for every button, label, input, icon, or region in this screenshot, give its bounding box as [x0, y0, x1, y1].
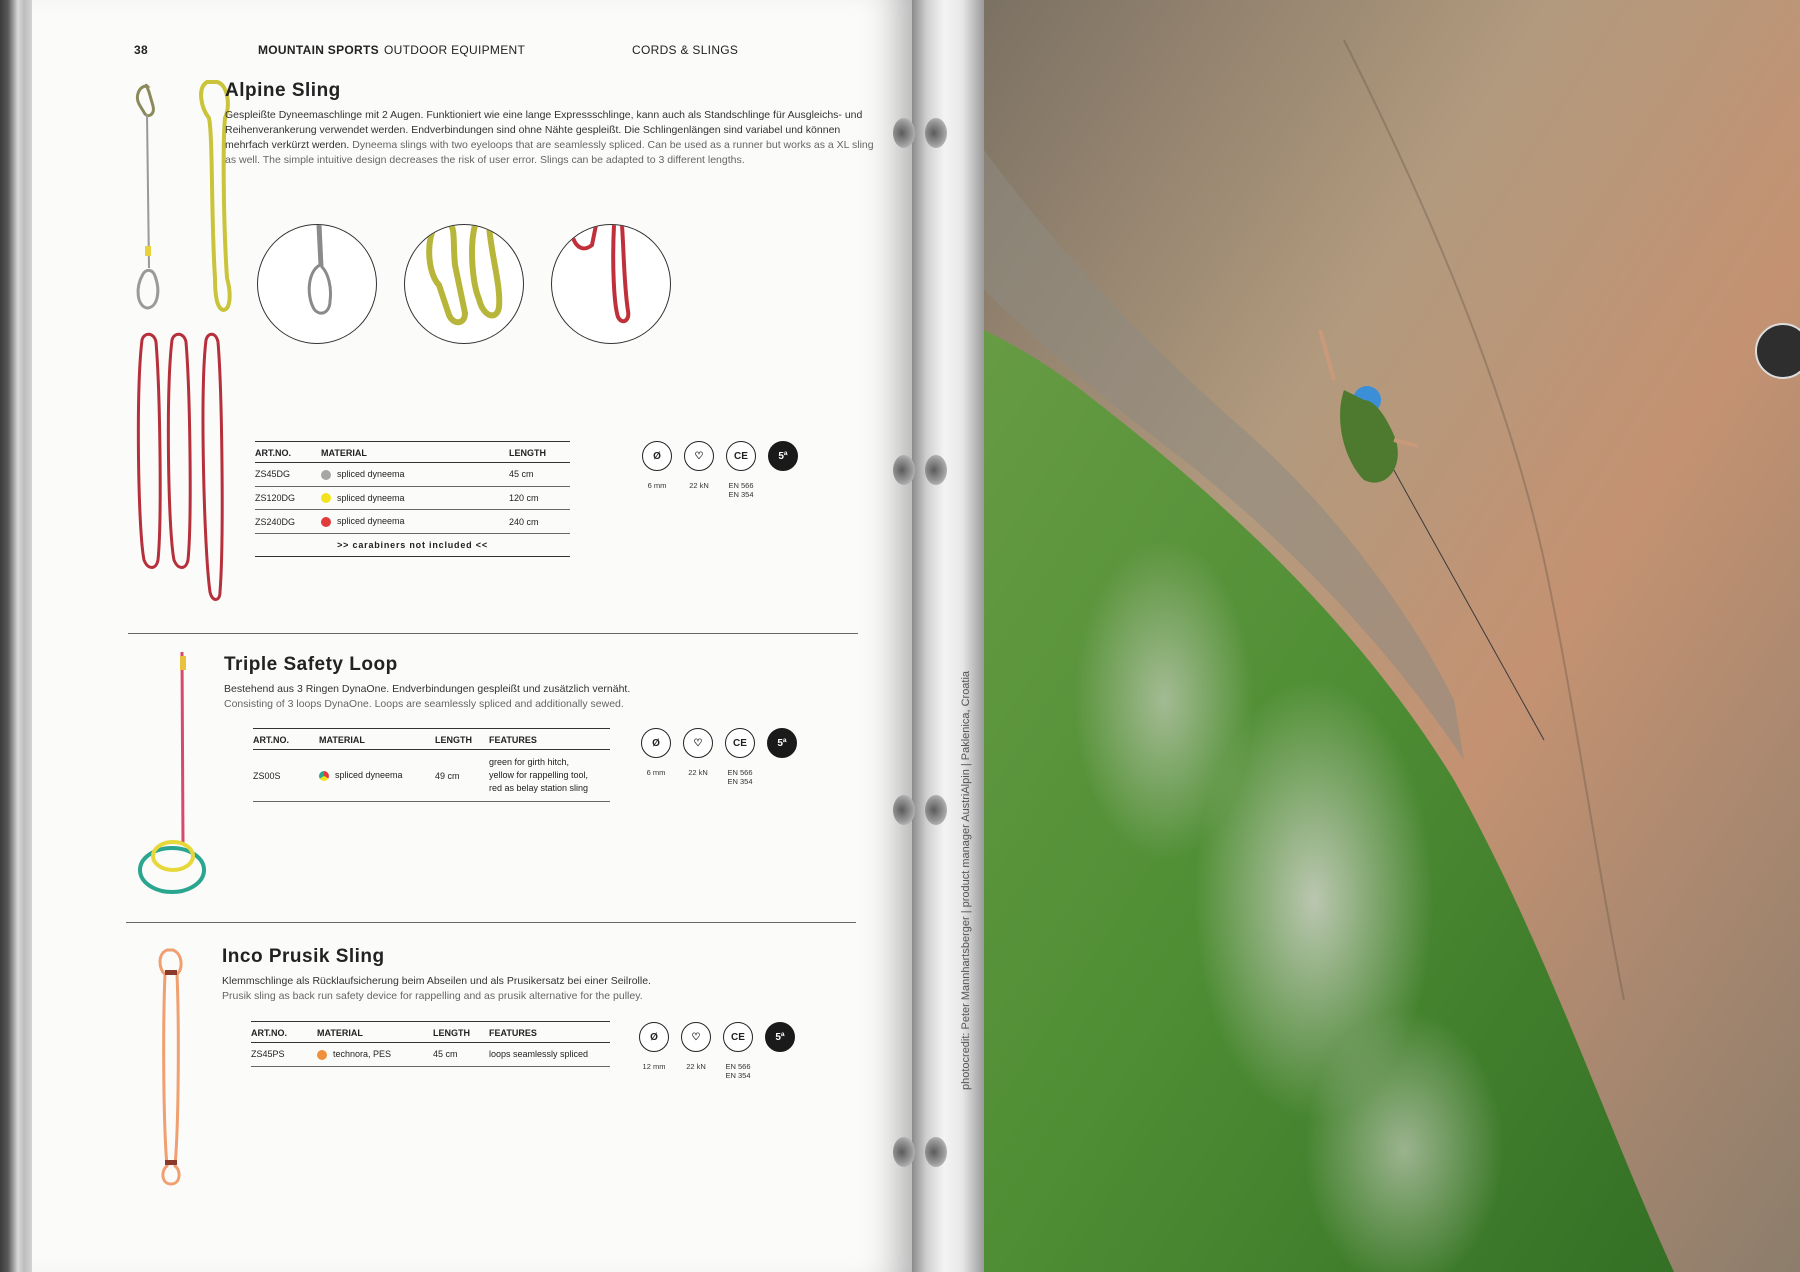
- alpine-sling-desc-de: Gespleißte Dyneemaschlinge mit 2 Augen. Funktioniert wie eine lange Expressschlinge, kann auch als Standschlinge für Ausgleichs- und Reihenverankerung verwendet werden. Endverbindungen sind ohne Nähte gespleißt. Die Schlingenlängen sind variabel und können mehrfach verkürzt werden.: [225, 109, 863, 151]
- header-category: CORDS & SLINGS: [632, 43, 739, 57]
- diameter-icon: Ø: [639, 1022, 669, 1052]
- alpine-sling-description: [225, 108, 885, 168]
- material: spliced dyneema: [335, 770, 403, 781]
- table-note-row: [255, 533, 570, 556]
- warranty-badge-icon: 5ª: [767, 728, 797, 758]
- ce-mark-icon: CE: [726, 441, 756, 471]
- diameter-icon: Ø: [641, 728, 671, 758]
- alpine-sling-title: Alpine Sling: [225, 80, 341, 101]
- inco-prusik-sling-description: [222, 974, 862, 1004]
- binder-hole: [925, 455, 947, 485]
- color-dot-icon: [321, 493, 331, 503]
- diameter-label: 6 mm: [646, 768, 666, 777]
- diameter-label: 12 mm: [642, 1062, 666, 1071]
- photo-credit: photocredit: Peter Mannhartsberger | product manager AustriAlpin | Paklenica, Croatia: [960, 670, 972, 1090]
- detail-yellow-loops-circle: [404, 224, 524, 344]
- detail-red-loop-circle: [551, 224, 671, 344]
- length: 49 cm: [435, 750, 489, 802]
- warranty-badge-icon: 5ª: [765, 1022, 795, 1052]
- col-length: LENGTH: [435, 729, 489, 750]
- col-art-no: ART.NO.: [251, 1022, 317, 1043]
- strength-icon: ♡: [681, 1022, 711, 1052]
- table-row: [251, 1043, 610, 1067]
- features: loops seamlessly spliced: [489, 1043, 610, 1067]
- length: 45 cm: [433, 1043, 489, 1067]
- alpine-sling-product-image: [127, 78, 237, 318]
- binder-hole: [893, 118, 915, 148]
- length: 45 cm: [509, 463, 570, 487]
- carabiners-note: >> carabiners not included <<: [255, 533, 570, 556]
- table-row: [253, 750, 610, 802]
- table-row: [255, 463, 570, 487]
- strength-label: 22 kN: [688, 768, 708, 777]
- standard-label: EN 566 EN 354: [728, 481, 754, 499]
- detail-carabiner-circle: [257, 224, 377, 344]
- col-material: MATERIAL: [317, 1022, 433, 1043]
- diameter-icon: Ø: [642, 441, 672, 471]
- standard-label: EN 566 EN 354: [727, 768, 753, 786]
- material: spliced dyneema: [337, 516, 405, 527]
- col-length: LENGTH: [509, 442, 570, 463]
- length: 240 cm: [509, 510, 570, 534]
- alpine-sling-spec-table: [255, 441, 570, 557]
- alpine-sling-desc-en: Dyneema slings with two eyeloops that are seamlessly spliced. Can be used as a runner but works as a XL sling as well. The simple intuitive design decreases the risk of user error. Slings can be adapted to 3 different lengths.: [225, 139, 874, 166]
- color-dot-icon: [321, 517, 331, 527]
- binder-hole: [893, 1137, 915, 1167]
- color-dot-icon: [321, 470, 331, 480]
- binder-hole: [925, 795, 947, 825]
- inco-prusik-desc-en: Prusik sling as back run safety device for rappelling and as prusik alternative for the pulley.: [222, 990, 643, 1002]
- triple-safety-loop-image: [127, 648, 237, 908]
- art-number: ZS120DG: [255, 486, 321, 510]
- strength-icon: ♡: [683, 728, 713, 758]
- strength-icon: ♡: [684, 441, 714, 471]
- diameter-label: 6 mm: [647, 481, 667, 490]
- art-number: ZS45PS: [251, 1043, 317, 1067]
- inco-prusik-spec-table: [251, 1021, 610, 1067]
- book-gutter: [912, 0, 984, 1272]
- color-dot-icon: [317, 1050, 327, 1060]
- col-material: MATERIAL: [321, 442, 509, 463]
- features: green for girth hitch, yellow for rappelling tool, red as belay station sling: [489, 750, 610, 802]
- triple-safety-loop-spec-table: [253, 728, 610, 802]
- inco-prusik-desc-de: Klemmschlinge als Rücklaufsicherung beim Abseilen und als Prusikersatz bei einer Seilrolle.: [222, 975, 651, 987]
- page-number: 38: [134, 43, 148, 57]
- ce-mark-icon: CE: [723, 1022, 753, 1052]
- strength-label: 22 kN: [689, 481, 709, 490]
- triple-safety-loop-desc-de: Bestehend aus 3 Ringen DynaOne. Endverbindungen gespleißt und zusätzlich vernäht.: [224, 683, 631, 695]
- binder-hole: [925, 118, 947, 148]
- section-divider: [128, 633, 858, 634]
- alpine-sling-long-image: [132, 330, 252, 610]
- material: spliced dyneema: [337, 492, 405, 503]
- material: spliced dyneema: [337, 469, 405, 479]
- col-art-no: ART.NO.: [253, 729, 319, 750]
- section-divider: [126, 922, 856, 923]
- table-row: [255, 510, 570, 534]
- header-section: MOUNTAIN SPORTS: [258, 43, 379, 57]
- col-length: LENGTH: [433, 1022, 489, 1043]
- left-page: [32, 0, 912, 1272]
- binder-hole: [925, 1137, 947, 1167]
- col-features: FEATURES: [489, 729, 610, 750]
- inco-prusik-sling-title: Inco Prusik Sling: [222, 946, 385, 967]
- art-number: ZS240DG: [255, 510, 321, 534]
- col-material: MATERIAL: [319, 729, 435, 750]
- inco-prusik-sling-image: [127, 940, 237, 1190]
- material: technora, PES: [333, 1049, 392, 1059]
- warranty-badge-icon: 5ª: [768, 441, 798, 471]
- triple-safety-loop-title: Triple Safety Loop: [224, 654, 398, 675]
- length: 120 cm: [509, 486, 570, 510]
- art-number: ZS00S: [253, 750, 319, 802]
- multicolor-dot-icon: [319, 771, 329, 781]
- art-number: ZS45DG: [255, 463, 321, 487]
- header-subsection: OUTDOOR EQUIPMENT: [384, 43, 526, 57]
- binder-hole: [893, 455, 915, 485]
- table-row: [255, 486, 570, 510]
- climbing-photo: [984, 0, 1800, 1272]
- col-features: FEATURES: [489, 1022, 610, 1043]
- triple-safety-loop-description: [224, 682, 824, 712]
- strength-label: 22 kN: [686, 1062, 706, 1071]
- triple-safety-loop-desc-en: Consisting of 3 loops DynaOne. Loops are seamlessly spliced and additionally sewed.: [224, 698, 624, 710]
- ce-mark-icon: CE: [725, 728, 755, 758]
- standard-label: EN 566 EN 354: [725, 1062, 751, 1080]
- binder-hole: [893, 795, 915, 825]
- col-art-no: ART.NO.: [255, 442, 321, 463]
